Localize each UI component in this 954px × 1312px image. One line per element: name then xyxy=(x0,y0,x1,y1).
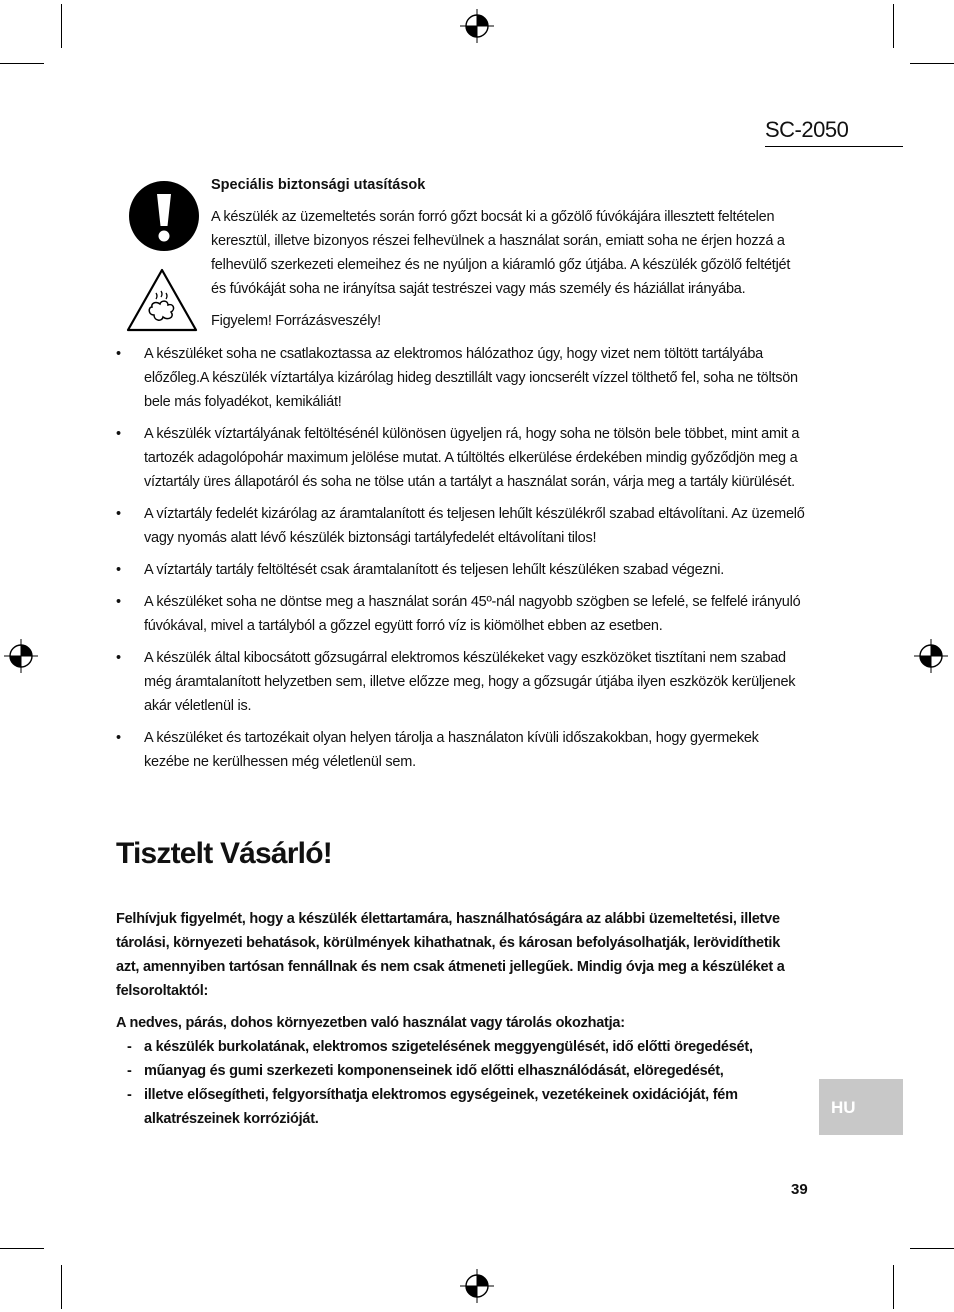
humidity-subheading: A nedves, párás, dohos környezetben való használat vagy tárolás okozhatja: xyxy=(116,1015,625,1031)
list-item-text: A készüléket és tartozékait olyan helyen tárolja a használaton kívüli időszakokban, hogy gyermekek kezébe ne kerülhessen még véletlenül sem. xyxy=(144,730,759,770)
list-item xyxy=(116,646,806,718)
safety-bullet-list xyxy=(116,342,806,782)
bullet-marker: • xyxy=(116,506,121,522)
crop-mark xyxy=(61,1265,62,1309)
list-item xyxy=(116,726,806,774)
dash-marker: - xyxy=(127,1063,132,1079)
crop-mark xyxy=(61,4,62,48)
list-item-text: A készülék által kibocsátott gőzsugárral elektromos készülékeket vagy eszközöket tisztítani nem szabad még áramtalanított helyzetben sem, illetve előzze meg, hogy a gőzsugár útjába ilyen eszközök kerüljenek akár véletlenül is. xyxy=(144,650,796,714)
crop-mark xyxy=(0,1248,44,1249)
list-item xyxy=(116,590,806,638)
list-item xyxy=(116,342,806,414)
language-tab-label: HU xyxy=(831,1098,856,1117)
page-number: 39 xyxy=(791,1181,808,1198)
list-item xyxy=(116,502,806,550)
crop-mark xyxy=(910,63,954,64)
scald-warning: Figyelem! Forrázásveszély! xyxy=(211,313,381,329)
list-item-text: A készülék víztartályának feltöltésénél különösen ügyeljen rá, hogy soha ne tölsön bele többet, mint amit a tartozék adagolópohár maximum jelölése mutat. A túltöltés elkerülése érdekében mindig győződjön meg a víztartály üres állapotáról és soha ne tölse után a tartályt a használat során, várja meg a tartály kiürülését. xyxy=(144,426,800,490)
list-item xyxy=(116,1083,796,1131)
registration-mark-icon xyxy=(460,9,494,43)
registration-mark-icon xyxy=(4,639,38,673)
customer-intro: Felhívjuk figyelmét, hogy a készülék élettartamára, használhatóságára az alábbi üzemeltetési, illetve tárolási, környezeti behatások, körülmények kihathatnak, és károsan befolyásolhatják, lerövidíthetik azt, amennyiben tartósan fennállnak és nem csak átmeneti jellegűek. Mindig óvja meg a készüléket a felsoroltaktól: xyxy=(116,911,785,999)
language-tab xyxy=(819,1079,903,1135)
crop-mark xyxy=(0,63,44,64)
dash-marker: - xyxy=(127,1087,132,1103)
dash-marker: - xyxy=(127,1039,132,1055)
bullet-marker: • xyxy=(116,346,121,362)
list-item-text: A készüléket soha ne döntse meg a használat során 45º-nál nagyobb szögben se lefelé, se felfelé irányuló fúvókával, mivel a tartályból a gőzzel együtt forró víz is kiömölhet ebben az esetben. xyxy=(144,594,801,634)
list-item-text: A víztartály fedelét kizárólag az áramtalanított és teljesen lehűlt készülékről szabad eltávolítani. Az üzemelő vagy nyomás alatt lévő készülék biztonsági tartályfedelét eltávolítani tilos! xyxy=(144,506,805,546)
list-item-text: a készülék burkolatának, elektromos szigetelésének meggyengülését, idő előtti öregedését, xyxy=(144,1039,753,1055)
model-number: SC-2050 xyxy=(765,116,903,147)
list-item xyxy=(116,1059,796,1083)
list-item xyxy=(116,422,806,494)
crop-mark xyxy=(893,4,894,48)
bullet-marker: • xyxy=(116,650,121,666)
humidity-effects-list xyxy=(116,1035,796,1131)
hot-steam-warning-icon xyxy=(126,267,198,333)
list-item-text: A víztartály tartály feltöltését csak áramtalanított és teljesen lehűlt készüléken szabad végezni. xyxy=(144,562,724,578)
crop-mark xyxy=(910,1248,954,1249)
bullet-marker: • xyxy=(116,594,121,610)
registration-mark-icon xyxy=(914,639,948,673)
list-item xyxy=(116,1035,796,1059)
list-item-text: A készüléket soha ne csatlakoztassa az elektromos hálózathoz úgy, hogy vizet nem töltött tartályába előzőleg.A készülék víztartálya kizárólag hideg desztillált vagy ioncserélt vízzel tölthető fel, soha ne töltsön bele más folyadékot, kemikáliát! xyxy=(144,346,798,410)
crop-mark xyxy=(893,1265,894,1309)
bullet-marker: • xyxy=(116,426,121,442)
section-heading: Tisztelt Vásárló! xyxy=(116,837,332,870)
special-instructions-body: A készülék az üzemeltetés során forró gőzt bocsát ki a gőzölő fúvókájára illesztett feltételen keresztül, illetve bizonyos részei felhevülnek a használat során, emiatt soha ne érjen hozzá a felhevülő szerkezeti elemeihez és ne nyúljon a kiáramló gőz útjába. A készülék gőzölő feltétjét és fúvókáját soha ne irányítsa saját testrészei vagy más személy és háziállat irányába. xyxy=(211,209,791,297)
registration-mark-icon xyxy=(460,1269,494,1303)
list-item xyxy=(116,558,806,582)
bullet-marker: • xyxy=(116,562,121,578)
bullet-marker: • xyxy=(116,730,121,746)
list-item-text: műanyag és gumi szerkezeti komponenseinek idő előtti elhasználódását, elöregedését, xyxy=(144,1063,724,1079)
list-item-text: illetve elősegítheti, felgyorsíthatja elektromos egységeinek, vezetékeinek oxidációját, fém alkatrészeinek korrózióját. xyxy=(144,1087,738,1127)
exclamation-circle-icon xyxy=(128,180,200,252)
special-instructions-title: Speciális biztonsági utasítások xyxy=(211,177,426,193)
